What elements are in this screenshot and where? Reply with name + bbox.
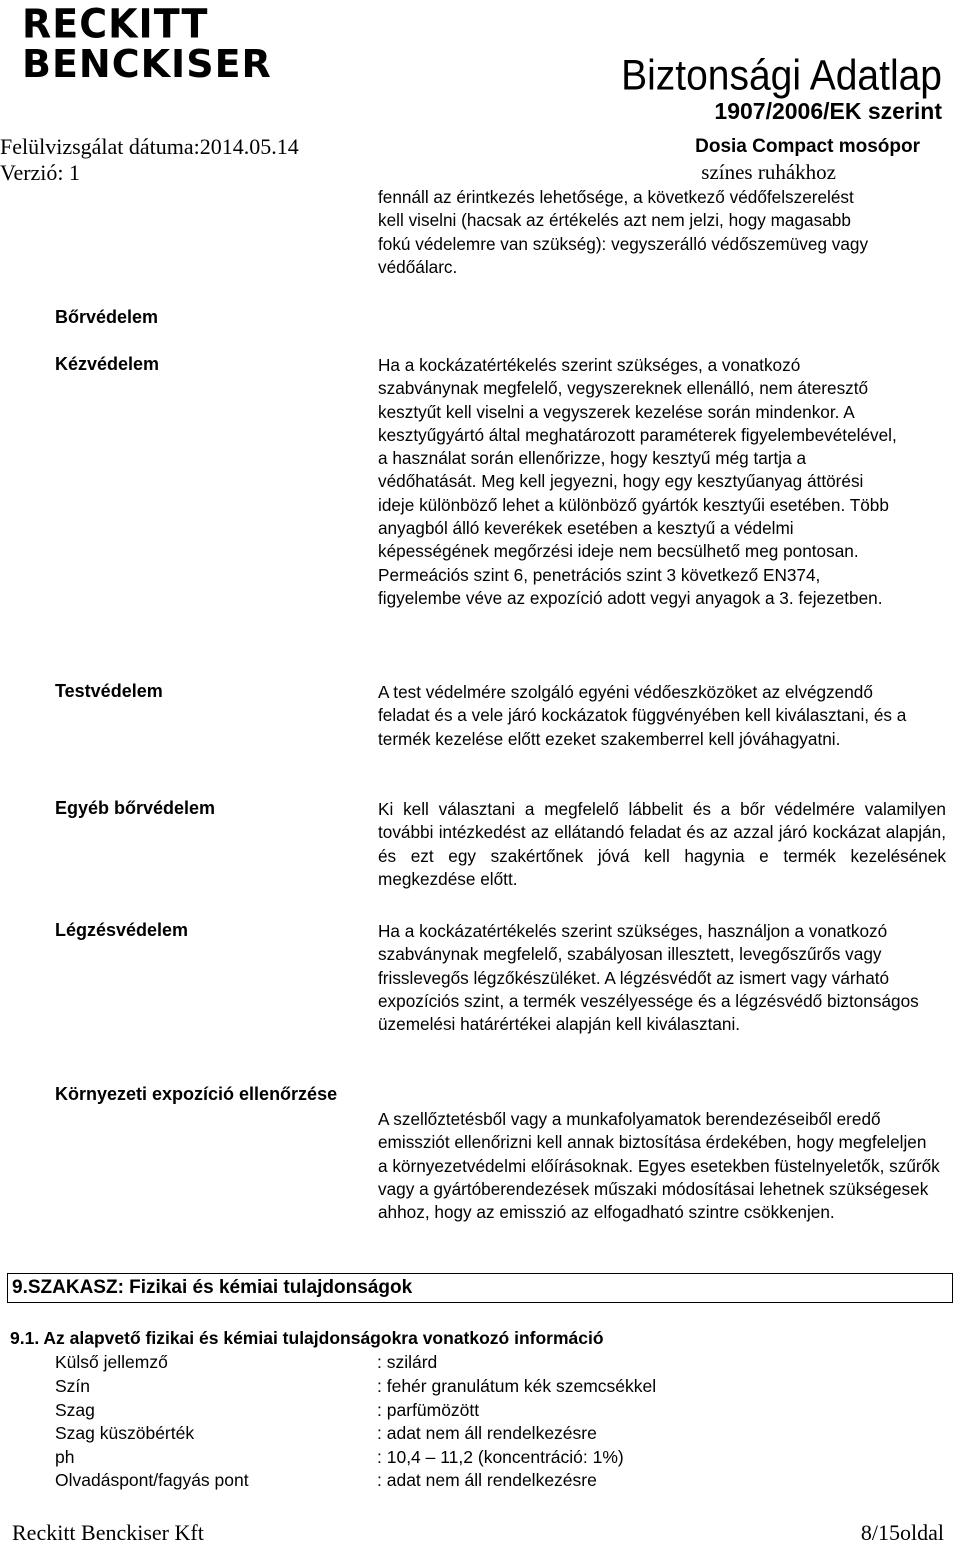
section-9-1-heading: 9.1. Az alapvető fizikai és kémiai tulajdonságokra vonatkozó információ: [10, 1328, 604, 1348]
property-row: [55, 1352, 935, 1376]
hand-protection-text: Ha a kockázatértékelés szerint szükséges, a vonatkozó szabványnak megfelelő, vegyszereknek ellenálló, nem áteresztő kesztyűt kell viselni a vegyszerek kezelése során mindenkor. A kesztyűgyártó által meghatározott paraméterek figyelembevételével, a használat során ellenőrizze, hogy kesztyű még tartja a védőhatását. Meg kell jegyezni, hogy egy kesztyűanyag áttörési ideje különböző lehet a különböző gyártók kesztyűi esetében. Több anyagból álló keverékek esetében a kesztyű a védelmi képességének megőrzési ideje nem becsülhető meg pontosan. Permeációs szint 6, penetrációs szint 3 következő EN374, figyelembe véve az expozíció adott vegyi anyagok a 3. fejezetben.: [378, 355, 897, 608]
revision-date: Felülvizsgálat dátuma:2014.05.14: [0, 134, 299, 159]
section-9-heading: 9.SZAKASZ: Fizikai és kémiai tulajdonságok: [7, 1273, 953, 1303]
property-row: [55, 1447, 935, 1471]
document-title: Biztonsági Adatlap: [621, 52, 942, 100]
respiratory-protection-label: Légzésvédelem: [55, 920, 189, 940]
skin-protection-label: Bőrvédelem: [55, 307, 159, 327]
other-skin-protection-label: Egyéb bőrvédelem: [55, 798, 216, 818]
logo-line-1: RECKITT: [22, 0, 209, 48]
environmental-exposure-label: Környezeti expozíció ellenőrzése: [55, 1084, 338, 1104]
property-key: Külső jellemző: [55, 1352, 168, 1372]
property-value: : adat nem áll rendelkezésre: [377, 1423, 597, 1443]
eye-protection-text: fennáll az érintkezés lehetősége, a következő védőfelszerelést kell viselni (hacsak az értékelés azt nem jelzi, hogy magasabb fokú védelemre van szükség): vegyszerálló védőszemüveg vagy védőálarc.: [378, 187, 869, 277]
version: Verzió: 1: [0, 160, 81, 185]
page-number: 8/15oldal: [860, 1520, 944, 1545]
property-key: Olvadáspont/fagyás pont: [55, 1470, 249, 1490]
logo-line-2: BENCKISER: [22, 42, 272, 86]
property-key: Szag küszöbérték: [55, 1423, 195, 1443]
product-variant: színes ruhákhoz: [701, 160, 836, 184]
footer-company: Reckitt Benckiser Kft: [12, 1520, 204, 1545]
property-value: : adat nem áll rendelkezésre: [377, 1470, 597, 1490]
body-protection-label: Testvédelem: [55, 681, 163, 701]
property-value: : 10,4 – 11,2 (koncentráció: 1%): [377, 1447, 624, 1467]
property-row: [55, 1400, 935, 1424]
company-logo: [22, 0, 272, 96]
product-name: Dosia Compact mosópor: [695, 136, 920, 157]
property-value: : fehér granulátum kék szemcsékkel: [377, 1376, 657, 1396]
property-row: [55, 1423, 935, 1447]
other-skin-protection-text: Ki kell választani a megfelelő lábbelit és a bőr védelmére valamilyen további intézkedést az ellátandó feladat és az azzal járó kockázat alapján, és ezt egy szakértőnek jóvá kell hagynia e termék kezelésének megkezdése előtt.: [378, 799, 946, 889]
property-key: ph: [55, 1447, 75, 1467]
regulation-reference: 1907/2006/EK szerint: [714, 98, 942, 124]
property-row: [55, 1470, 935, 1494]
body-protection-text: A test védelmére szolgáló egyéni védőeszközöket az elvégzendő feladat és a vele járó kockázatok függvényében kell kiválasztani, és a termék kezelése előtt ezeket szakemberrel kell jóváhagyatni.: [378, 682, 907, 749]
hand-protection-label: Kézvédelem: [55, 354, 160, 374]
property-value: : szilárd: [377, 1352, 438, 1372]
property-row: [55, 1376, 935, 1400]
property-key: Szag: [55, 1400, 95, 1420]
environmental-exposure-text: A szellőztetésből vagy a munkafolyamatok berendezéseiből eredő emissziót ellenőrizni kell annak biztosítása érdekében, hogy megfeleljen a környezetvédelmi előírásoknak. Egyes esetekben füstelnyeletők, szűrők vagy a gyártóberendezések műszaki módosításai lehetnek szükségesek ahhoz, hogy az emisszió az elfogadható szintre csökkenjen.: [378, 1109, 940, 1223]
respiratory-protection-text: Ha a kockázatértékelés szerint szükséges, használjon a vonatkozó szabványnak megfelelő, szabályosan illesztett, levegőszűrős vagy frisslevegős légzőkészüléket. A légzésvédőt az ismert vagy várható expozíciós szint, a termék veszélyessége és a légzésvédő biztonságos üzemelési határértékei alapján kell kiválasztani.: [378, 921, 919, 1035]
property-value: : parfümözött: [377, 1400, 480, 1420]
property-key: Szín: [55, 1376, 91, 1396]
